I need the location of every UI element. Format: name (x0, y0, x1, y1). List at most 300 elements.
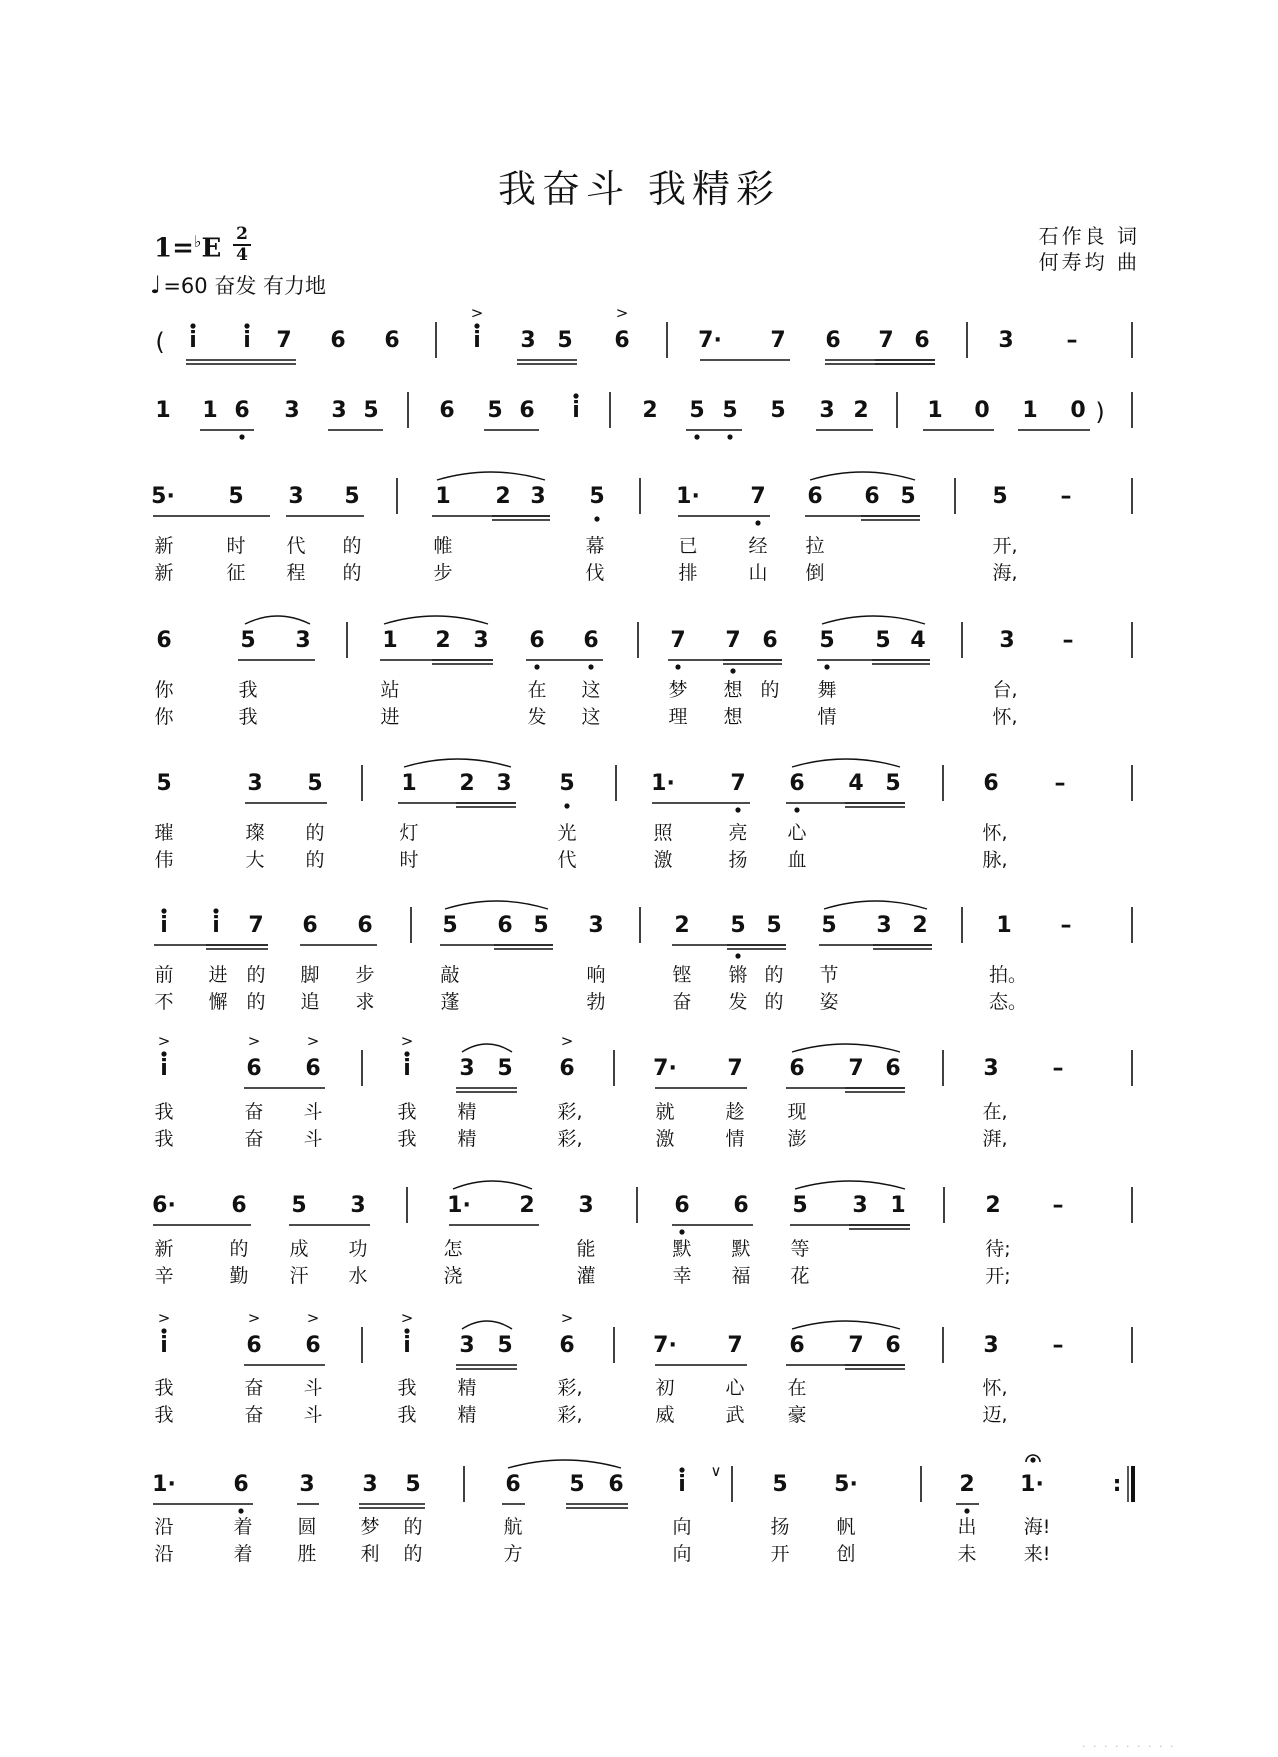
note: 5 (240, 628, 256, 653)
note: 7 (725, 628, 741, 653)
slur (445, 901, 548, 909)
note: 2 (435, 628, 451, 653)
note: 6 (864, 484, 880, 509)
lyric-syllable: 响 (586, 964, 606, 986)
lyric-syllable: 大 (245, 849, 265, 871)
lyric-syllable: 征 (226, 562, 246, 584)
lyric-syllable: 彩, (557, 1101, 583, 1123)
note: – (1052, 1056, 1064, 1081)
note: 6 (302, 913, 318, 938)
note: 6 (234, 398, 250, 423)
note: i (189, 328, 197, 353)
lyric-syllable: 沿 (154, 1516, 174, 1538)
lyric-syllable: 姿 (819, 991, 839, 1013)
lyric-syllable: 经 (748, 535, 768, 557)
lyric-syllable: 水 (348, 1265, 368, 1287)
lyric-syllable: 想 (723, 679, 743, 701)
note: 1 (927, 398, 943, 423)
octave-dot-below (730, 668, 735, 673)
note: 6 (305, 1056, 321, 1081)
lyric-syllable: 我 (238, 706, 258, 728)
note: 5 (821, 913, 837, 938)
accent-mark: > (157, 1309, 171, 1327)
lyric-syllable: 待; (985, 1238, 1011, 1260)
lyric-syllable: 的 (246, 964, 266, 986)
note: 7 (730, 771, 746, 796)
lyric-syllable: 代 (557, 849, 577, 871)
lyric-syllable: 理 (668, 706, 688, 728)
note: 7 (248, 913, 264, 938)
note: 6 (789, 771, 805, 796)
lyric-syllable: 现 (787, 1101, 807, 1123)
corner-watermark: · · · · · · · · · (1082, 1740, 1176, 1753)
lyric-syllable: 帆 (836, 1516, 856, 1538)
note: 6 (559, 1056, 575, 1081)
lyric-syllable: 台, (992, 679, 1018, 701)
lyric-syllable: 精 (457, 1377, 477, 1399)
note: 3 (459, 1056, 475, 1081)
lyricist-credit: 石作良 词 (1038, 224, 1140, 248)
note: 7 (848, 1056, 864, 1081)
lyric-syllable: 我 (397, 1404, 417, 1426)
note: 1 (155, 398, 171, 423)
note: 6 (608, 1472, 624, 1497)
note: 1 (401, 771, 417, 796)
lyric-syllable: 海! (1023, 1516, 1051, 1538)
note: 5 (487, 398, 503, 423)
lyric-syllable: 来! (1023, 1543, 1051, 1565)
slur (462, 1321, 512, 1329)
lyric-syllable: 我 (397, 1377, 417, 1399)
note: 3 (295, 628, 311, 653)
note: 6 (233, 1472, 249, 1497)
lyric-syllable: 精 (457, 1101, 477, 1123)
lyric-syllable: 出 (957, 1516, 977, 1538)
note: 5 (569, 1472, 585, 1497)
note: 2 (459, 771, 475, 796)
note: 3 (299, 1472, 315, 1497)
song-title: 我奋斗 我精彩 (497, 167, 781, 211)
note: 0 (974, 398, 990, 423)
note: 6 (559, 1333, 575, 1358)
octave-dot-below (824, 664, 829, 669)
note: 6· (152, 1193, 176, 1218)
lyric-syllable: 梦 (668, 679, 688, 701)
lyric-syllable: 情 (817, 706, 837, 728)
slur (824, 901, 927, 909)
note: 2 (642, 398, 658, 423)
octave-dot-below (239, 434, 244, 439)
slur (508, 1460, 621, 1468)
note: 6 (497, 913, 513, 938)
note: – (1060, 484, 1072, 509)
note: 4 (848, 771, 864, 796)
lyric-syllable: 前 (154, 964, 174, 986)
note: 6 (156, 628, 172, 653)
lyric-syllable: 我 (154, 1377, 174, 1399)
lyric-syllable: 怀, (982, 1377, 1008, 1399)
lyric-syllable: 的 (229, 1238, 249, 1260)
note: 2 (519, 1193, 535, 1218)
score-bracket: ) (1095, 398, 1105, 426)
lyric-syllable: 拍。 (988, 964, 1028, 986)
note: – (1052, 1333, 1064, 1358)
octave-dot-below (735, 953, 740, 958)
lyric-syllable: 在 (787, 1377, 807, 1399)
octave-dot-below (735, 807, 740, 812)
lyric-syllable: 想 (723, 706, 743, 728)
lyric-syllable: 敲 (440, 964, 460, 986)
note: 6 (384, 328, 400, 353)
lyric-syllable: 态。 (988, 991, 1028, 1013)
lyric-syllable: 开, (992, 535, 1018, 557)
note: 7 (750, 484, 766, 509)
octave-dot-below (534, 664, 539, 669)
score-bracket: ( (155, 328, 165, 356)
accent-mark: > (247, 1309, 261, 1327)
lyric-syllable: 精 (457, 1404, 477, 1426)
note: 5 (722, 398, 738, 423)
key-prefix: 1= (154, 233, 194, 264)
accent-mark: > (400, 1032, 414, 1050)
note: 6 (789, 1333, 805, 1358)
note: 5 (497, 1333, 513, 1358)
octave-dot-below (727, 434, 732, 439)
note: 5 (363, 398, 379, 423)
lyric-syllable: 功 (348, 1238, 368, 1260)
note: 5 (405, 1472, 421, 1497)
lyric-syllable: 能 (576, 1238, 596, 1260)
lyric-syllable: 奋 (672, 991, 692, 1013)
lyric-syllable: 心 (725, 1377, 745, 1399)
lyric-syllable: 我 (154, 1101, 174, 1123)
accent-mark: > (306, 1032, 320, 1050)
note: 5 (770, 398, 786, 423)
note: 6 (674, 1193, 690, 1218)
lyric-syllable: 时 (226, 535, 246, 557)
lyric-syllable: 斗 (303, 1101, 323, 1123)
note: 2 (674, 913, 690, 938)
lyric-syllable: 蓬 (440, 991, 460, 1013)
lyric-syllable: 辛 (154, 1265, 174, 1287)
lyric-syllable: 的 (342, 535, 362, 557)
lyric-syllable: 血 (787, 849, 807, 871)
lyric-syllable: 汗 (289, 1265, 309, 1287)
note: 3 (852, 1193, 868, 1218)
octave-dot-below (588, 664, 593, 669)
note: – (1060, 913, 1072, 938)
note: 6 (983, 771, 999, 796)
slur (453, 1181, 532, 1189)
time-signature-top: 2 (236, 224, 248, 244)
note: 5 (766, 913, 782, 938)
lyric-syllable: 的 (342, 562, 362, 584)
note: 6 (246, 1333, 262, 1358)
lyric-syllable: 幸 (672, 1265, 692, 1287)
lyric-syllable: 脉, (982, 849, 1008, 871)
note: 3 (530, 484, 546, 509)
lyric-syllable: 奋 (244, 1377, 264, 1399)
lyric-syllable: 海, (992, 562, 1018, 584)
accent-mark: > (560, 1309, 574, 1327)
lyric-syllable: 圆 (297, 1516, 317, 1538)
note: 1 (382, 628, 398, 653)
lyric-syllable: 进 (208, 964, 228, 986)
note: 3 (459, 1333, 475, 1358)
lyric-syllable: 浇 (443, 1265, 463, 1287)
lyric-syllable: 斗 (303, 1128, 323, 1150)
lyric-syllable: 我 (238, 679, 258, 701)
lyric-syllable: 成 (289, 1238, 309, 1260)
note: i (160, 913, 168, 938)
note: : (1112, 1472, 1122, 1497)
lyric-syllable: 趁 (725, 1101, 745, 1123)
lyric-syllable: 步 (433, 562, 453, 584)
note: – (1052, 1193, 1064, 1218)
slur (810, 472, 915, 480)
lyric-syllable: 亮 (728, 822, 748, 844)
accent-mark: > (400, 1309, 414, 1327)
slur (822, 616, 925, 624)
octave-dot-below (755, 520, 760, 525)
lyric-syllable: 灌 (576, 1265, 596, 1287)
lyric-syllable: 求 (355, 991, 375, 1013)
octave-dot-below (594, 516, 599, 521)
lyric-syllable: 站 (380, 679, 400, 701)
flat-sign: ♭ (193, 232, 202, 251)
lyric-syllable: 彩, (557, 1128, 583, 1150)
composer-credit: 何寿均 曲 (1038, 250, 1140, 274)
lyric-syllable: 胜 (297, 1543, 317, 1565)
lyric-syllable: 彩, (557, 1377, 583, 1399)
lyric-syllable: 的 (403, 1543, 423, 1565)
note: 3 (520, 328, 536, 353)
note: 5 (992, 484, 1008, 509)
note: 6 (231, 1193, 247, 1218)
octave-dot-below (694, 434, 699, 439)
lyric-syllable: 程 (286, 562, 306, 584)
note: 7· (698, 328, 722, 353)
lyric-syllable: 你 (154, 706, 174, 728)
lyric-syllable: 新 (154, 562, 174, 584)
lyric-syllable: 追 (300, 991, 320, 1013)
note: 1· (676, 484, 700, 509)
lyric-syllable: 伟 (154, 849, 174, 871)
lyric-syllable: 灯 (399, 822, 419, 844)
lyric-syllable: 我 (154, 1404, 174, 1426)
note: 3 (331, 398, 347, 423)
lyric-syllable: 威 (655, 1404, 675, 1426)
note: 1· (651, 771, 675, 796)
note: i (678, 1472, 686, 1497)
slur (792, 759, 900, 767)
note: 5 (497, 1056, 513, 1081)
lyric-syllable: 伐 (585, 562, 605, 584)
note: 7 (848, 1333, 864, 1358)
note: 6 (825, 328, 841, 353)
slur (245, 616, 310, 624)
note: 5 (291, 1193, 307, 1218)
lyric-syllable: 奋 (244, 1404, 264, 1426)
lyric-syllable: 武 (725, 1404, 745, 1426)
lyric-syllable: 默 (731, 1238, 751, 1260)
note: 6 (914, 328, 930, 353)
note: – (1054, 771, 1066, 796)
slur (437, 472, 545, 480)
key-note: E (201, 233, 222, 264)
slur (795, 1181, 905, 1189)
lyric-syllable: 怀, (982, 822, 1008, 844)
lyric-syllable: 勃 (586, 991, 606, 1013)
lyric-syllable: 斗 (303, 1404, 323, 1426)
lyric-syllable: 的 (764, 964, 784, 986)
lyric-syllable: 璨 (245, 822, 265, 844)
quarter-note-icon: ♩ (150, 271, 162, 299)
lyric-syllable: 代 (286, 535, 306, 557)
note: 6 (762, 628, 778, 653)
lyric-syllable: 怀, (992, 706, 1018, 728)
lyric-syllable: 照 (653, 822, 673, 844)
note: 5 (730, 913, 746, 938)
lyric-syllable: 铿 (672, 964, 692, 986)
note: 7· (653, 1333, 677, 1358)
lyric-syllable: 福 (731, 1265, 751, 1287)
accent-mark: > (470, 304, 484, 322)
accent-mark: > (306, 1309, 320, 1327)
lyric-syllable: 澎 (787, 1128, 807, 1150)
lyric-syllable: 脚 (300, 964, 320, 986)
note: i (160, 1333, 168, 1358)
lyric-syllable: 幕 (585, 535, 605, 557)
breath-mark: ∨ (710, 1462, 722, 1480)
note: 1 (202, 398, 218, 423)
note: 1 (1022, 398, 1038, 423)
lyric-syllable: 节 (819, 964, 839, 986)
lyric-syllable: 不 (154, 991, 174, 1013)
note: 6 (885, 1333, 901, 1358)
lyric-syllable: 进 (380, 706, 400, 728)
note: 5 (885, 771, 901, 796)
lyric-syllable: 的 (246, 991, 266, 1013)
lyric-syllable: 花 (790, 1265, 810, 1287)
lyric-syllable: 的 (403, 1516, 423, 1538)
note: 3 (284, 398, 300, 423)
note: 5· (151, 484, 175, 509)
note: 2 (959, 1472, 975, 1497)
lyric-syllable: 怎 (443, 1238, 463, 1260)
note: 3 (983, 1333, 999, 1358)
lyric-syllable: 就 (655, 1101, 675, 1123)
lyric-syllable: 心 (787, 822, 807, 844)
note: 5 (228, 484, 244, 509)
note: 3 (876, 913, 892, 938)
accent-mark: > (615, 304, 629, 322)
lyric-syllable: 时 (399, 849, 419, 871)
lyric-syllable: 新 (154, 1238, 174, 1260)
note: 7 (727, 1333, 743, 1358)
lyric-syllable: 扬 (728, 849, 748, 871)
note: 5 (589, 484, 605, 509)
lyric-syllable: 我 (397, 1101, 417, 1123)
note: 7 (670, 628, 686, 653)
lyric-syllable: 在, (982, 1101, 1008, 1123)
accent-mark: > (247, 1032, 261, 1050)
note: 7 (770, 328, 786, 353)
note: 7 (727, 1056, 743, 1081)
lyric-syllable: 创 (836, 1543, 856, 1565)
note: 1 (890, 1193, 906, 1218)
note: 6 (305, 1333, 321, 1358)
octave-dot-below (564, 803, 569, 808)
note: 6 (439, 398, 455, 423)
lyric-syllable: 光 (557, 822, 577, 844)
lyric-syllable: 锵 (728, 964, 748, 986)
slur (792, 1044, 900, 1052)
note: i (160, 1056, 168, 1081)
lyric-syllable: 拉 (805, 535, 825, 557)
note: 7· (653, 1056, 677, 1081)
lyric-syllable: 斗 (303, 1377, 323, 1399)
lyric-syllable: 发 (527, 706, 547, 728)
lyric-syllable: 已 (678, 535, 698, 557)
note: 3 (983, 1056, 999, 1081)
note: 2 (853, 398, 869, 423)
note: 5 (442, 913, 458, 938)
note: 6 (733, 1193, 749, 1218)
lyric-syllable: 着 (233, 1516, 253, 1538)
note: 5 (559, 771, 575, 796)
lyric-syllable: 发 (728, 991, 748, 1013)
note: i (212, 913, 220, 938)
fermata-dot (1030, 1457, 1035, 1462)
note: 1· (447, 1193, 471, 1218)
note: 5 (557, 328, 573, 353)
lyric-syllable: 勤 (229, 1265, 249, 1287)
note: 5 (533, 913, 549, 938)
note: 1 (996, 913, 1012, 938)
note: 3 (998, 328, 1014, 353)
note: 3 (496, 771, 512, 796)
note: 6 (357, 913, 373, 938)
note: 7 (276, 328, 292, 353)
note: 1· (152, 1472, 176, 1497)
lyric-syllable: 迈, (982, 1404, 1008, 1426)
lyric-syllable: 山 (748, 562, 768, 584)
note: 5 (900, 484, 916, 509)
note: 3 (473, 628, 489, 653)
note: 6 (807, 484, 823, 509)
note: 5 (307, 771, 323, 796)
note: 5 (772, 1472, 788, 1497)
lyric-syllable: 彩, (557, 1404, 583, 1426)
lyric-syllable: 等 (790, 1238, 810, 1260)
note: 6 (583, 628, 599, 653)
lyric-syllable: 向 (672, 1543, 692, 1565)
lyric-syllable: 璀 (154, 822, 174, 844)
lyric-syllable: 方 (503, 1543, 523, 1565)
lyric-syllable: 梦 (360, 1516, 380, 1538)
lyric-syllable: 向 (672, 1516, 692, 1538)
note: 5 (819, 628, 835, 653)
tempo-text: =60 奋发 有力地 (163, 274, 326, 298)
note: 3 (350, 1193, 366, 1218)
lyric-syllable: 利 (360, 1543, 380, 1565)
lyric-syllable: 开; (985, 1265, 1011, 1287)
lyric-syllable: 的 (305, 822, 325, 844)
lyric-syllable: 我 (154, 1128, 174, 1150)
octave-dot-below (675, 664, 680, 669)
lyric-syllable: 未 (957, 1543, 977, 1565)
